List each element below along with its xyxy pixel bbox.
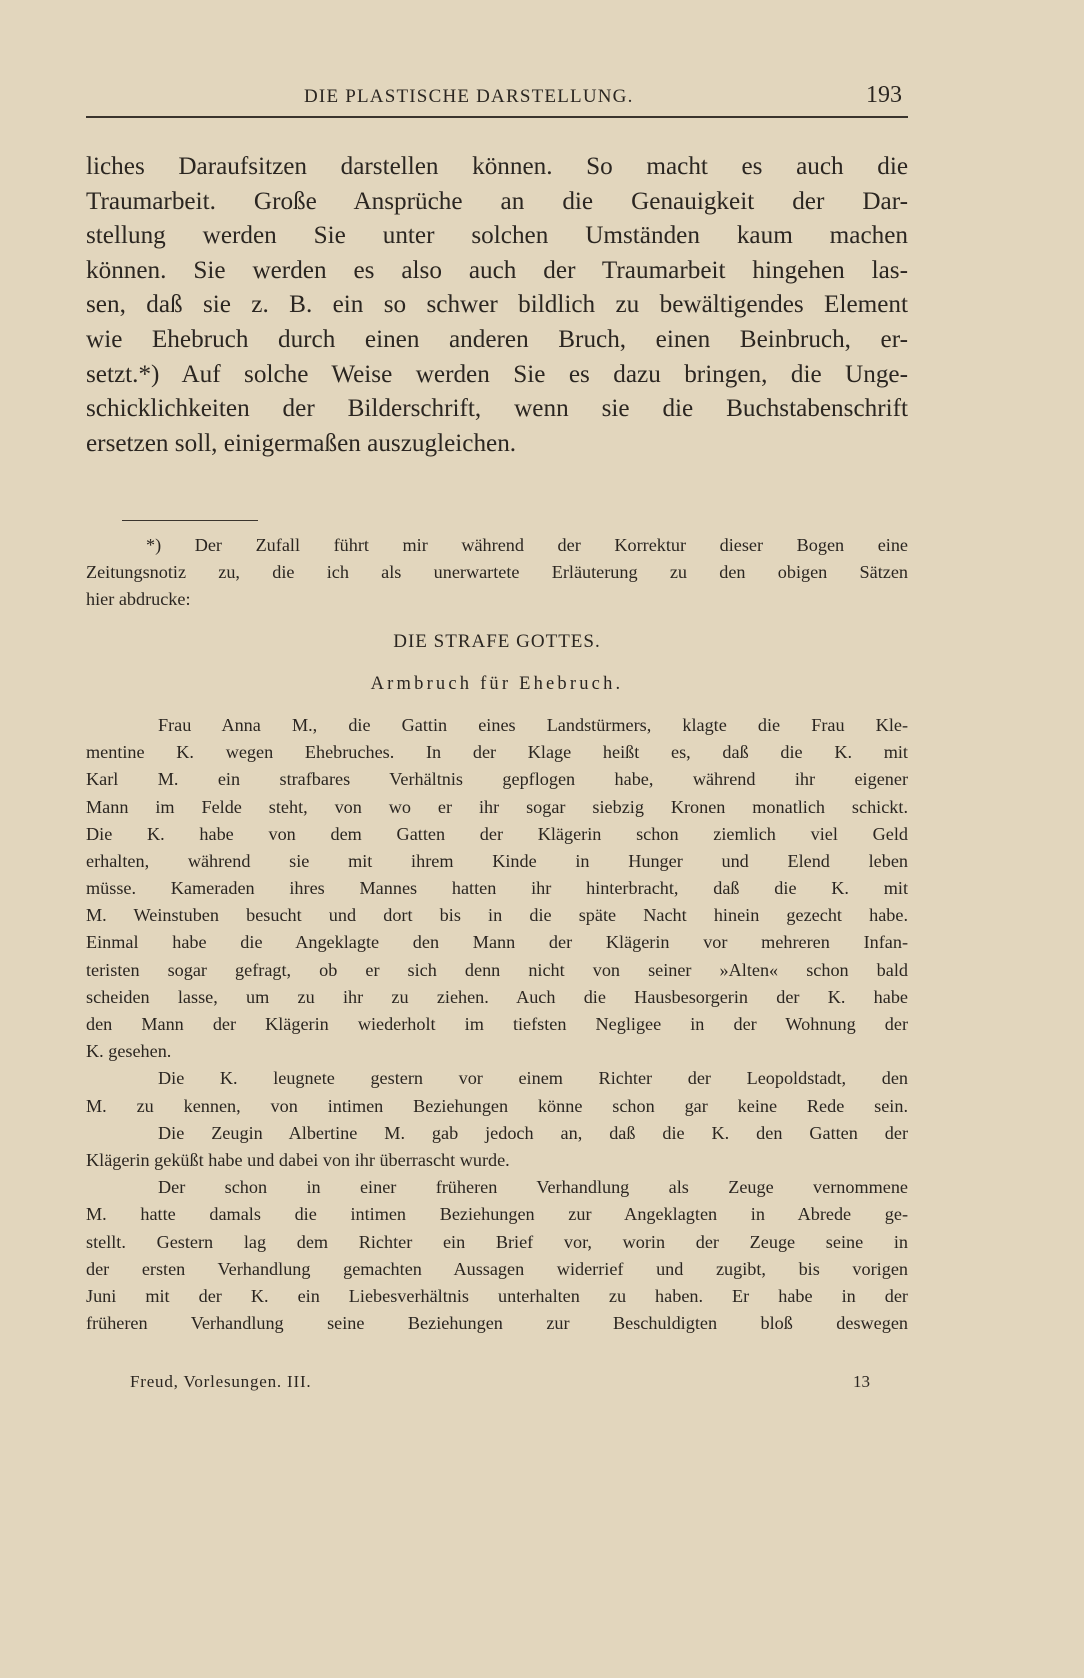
footnote-line: Zeitungsnotiz zu, die ich als unerwartete Erläuterung zu den obigen Sätzen <box>86 562 908 583</box>
footnote-line: Juni mit der K. ein Liebesverhältnis unterhalten zu haben. Er habe in der <box>86 1285 908 1306</box>
text-line: stellung werden Sie unter solchen Umständen kaum machen <box>86 222 908 250</box>
running-title: DIE PLASTISCHE DARSTELLUNG. <box>304 86 634 107</box>
footnote-line: M. Weinstuben besucht und dort bis in die späte Nacht hinein gezecht habe. <box>86 905 908 926</box>
footnote-line: Karl M. ein strafbares Verhältnis gepflogen habe, während ihr eigener <box>86 769 908 790</box>
footnote-line: stellt. Gestern lag dem Richter ein Brief vor, worin der Zeuge seine in <box>86 1231 908 1252</box>
footnote-line: M. hatte damals die intimen Beziehungen zur Angeklagten in Abrede ge- <box>86 1204 908 1225</box>
text-line: wie Ehebruch durch einen anderen Bruch, einen Beinbruch, er- <box>86 325 908 353</box>
article-subheading: Armbruch für Ehebruch. <box>370 673 624 694</box>
page-footer <box>86 1372 908 1398</box>
footnote-line: Frau Anna M., die Gattin eines Landstürmers, klagte die Frau Kle- <box>158 714 908 735</box>
text-line: Traumarbeit. Große Ansprüche an die Genauigkeit der Dar- <box>86 187 908 215</box>
text-line: ersetzen soll, einigermaßen auszugleichen. <box>86 429 517 457</box>
footnote-line: müsse. Kameraden ihres Mannes hatten ihr hinterbracht, daß die K. mit <box>86 878 908 899</box>
text-line: setzt.*) Auf solche Weise werden Sie es dazu bringen, die Unge- <box>86 360 908 388</box>
article-heading: DIE STRAFE GOTTES. <box>393 630 601 652</box>
footnote-line: Klägerin geküßt habe und dabei von ihr überrascht wurde. <box>86 1149 510 1170</box>
footnote-line: Einmal habe die Angeklagte den Mann der Klägerin vor mehreren Infan- <box>86 932 908 953</box>
page-header <box>86 82 908 118</box>
footnote-line: scheiden lasse, um zu ihr zu ziehen. Auch die Hausbesorgerin der K. habe <box>86 986 908 1007</box>
footnote-line: mentine K. wegen Ehebruches. In der Klage heißt es, daß die K. mit <box>86 742 908 763</box>
footnote-line: *) Der Zufall führt mir während der Korrektur dieser Bogen eine <box>146 535 908 555</box>
footnote-line: Der schon in einer früheren Verhandlung als Zeuge vernommene <box>158 1177 908 1198</box>
text-line: können. Sie werden es also auch der Traumarbeit hingehen las- <box>86 256 908 284</box>
footnote-line: Die K. habe von dem Gatten der Klägerin schon ziemlich viel Geld <box>86 823 908 844</box>
main-text <box>86 150 908 461</box>
footnote-line: K. gesehen. <box>86 1041 172 1062</box>
text-line: schicklichkeiten der Bilderschrift, wenn sie die Buchstabenschrift <box>86 395 908 423</box>
page-number: 193 <box>866 82 902 108</box>
footnote-line: teristen sogar gefragt, ob er sich denn nicht von seiner »Alten« schon bald <box>86 959 908 980</box>
footnote-line: Mann im Felde steht, von wo er ihr sogar siebzig Kronen monatlich schickt. <box>86 796 908 817</box>
signature-mark: Freud, Vorlesungen. III. <box>130 1372 312 1391</box>
footnote-line: Die Zeugin Albertine M. gab jedoch an, daß die K. den Gatten der <box>158 1122 908 1143</box>
text-line: sen, daß sie z. B. ein so schwer bildlich zu bewältigendes Element <box>86 291 908 319</box>
footnote-line: Die K. leugnete gestern vor einem Richter der Leopoldstadt, den <box>158 1068 908 1089</box>
footnote-line: hier abdrucke: <box>86 589 191 610</box>
footnote-line: erhalten, während sie mit ihrem Kinde in Hunger und Elend leben <box>86 850 908 871</box>
footnote-line: früheren Verhandlung seine Beziehungen zur Beschuldigten bloß deswegen <box>86 1313 908 1334</box>
text-line: liches Daraufsitzen darstellen können. So macht es auch die <box>86 153 908 180</box>
footnote-line: M. zu kennen, von intimen Beziehungen könne schon gar keine Rede sein. <box>86 1095 908 1116</box>
footnote-line: der ersten Verhandlung gemachten Aussagen widerrief und zugibt, bis vorigen <box>86 1258 908 1279</box>
footnote-line: den Mann der Klägerin wiederholt im tiefsten Negligee in der Wohnung der <box>86 1014 908 1034</box>
footnote-rule <box>122 520 258 521</box>
footnote <box>86 532 908 1337</box>
sheet-number: 13 <box>853 1372 870 1391</box>
